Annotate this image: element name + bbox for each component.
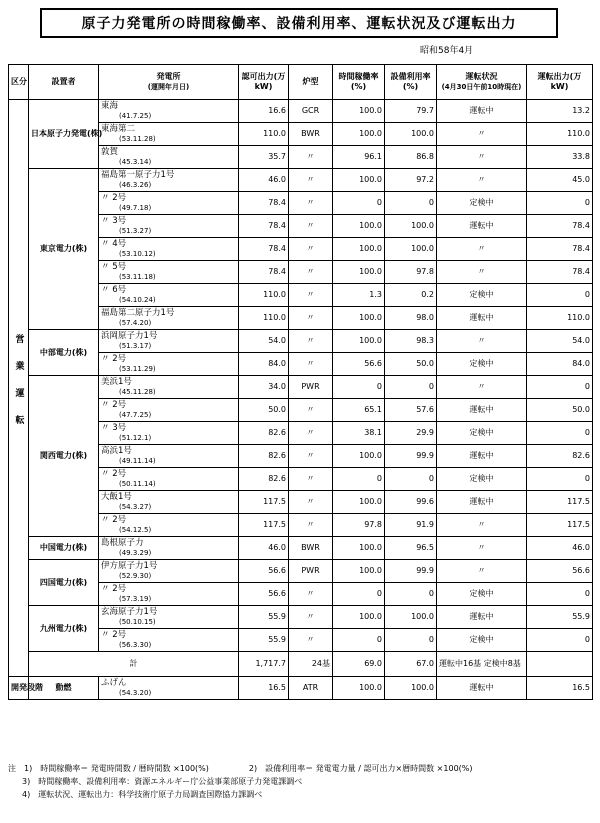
reactor-cell: BWR	[289, 123, 333, 146]
output-cell: 46.0	[527, 537, 593, 560]
station-cell	[99, 261, 239, 284]
capacity-cell: 110.0	[239, 307, 289, 330]
util-rate-cell: 97.8	[385, 261, 437, 284]
time-rate-cell: 100.0	[333, 261, 385, 284]
reactor-cell: 〃	[289, 307, 333, 330]
capacity-cell: 84.0	[239, 353, 289, 376]
station-name: 〃 2号	[101, 193, 127, 203]
reactor-cell: 〃	[289, 491, 333, 514]
util-rate-cell: 0	[385, 192, 437, 215]
capacity-cell: 46.0	[239, 537, 289, 560]
time-rate-cell: 100.0	[333, 677, 385, 700]
table-row	[9, 376, 593, 399]
reactor-cell: 〃	[289, 284, 333, 307]
station-date: (57.3.19)	[119, 595, 152, 603]
station-cell	[99, 146, 239, 169]
total-util-rate: 67.0	[385, 652, 437, 677]
station-name: 美浜1号	[101, 377, 132, 387]
station-cell	[99, 238, 239, 261]
output-cell: 110.0	[527, 123, 593, 146]
status-cell: 〃	[437, 123, 527, 146]
output-cell: 84.0	[527, 353, 593, 376]
reactor-cell: 〃	[289, 215, 333, 238]
station-name: 東海	[101, 101, 119, 111]
station-name: 〃 2号	[101, 469, 127, 479]
capacity-cell: 78.4	[239, 192, 289, 215]
capacity-cell: 16.5	[239, 677, 289, 700]
time-rate-cell: 100.0	[333, 215, 385, 238]
time-rate-cell: 0	[333, 468, 385, 491]
total-status: 運転中16基 定検中8基	[437, 652, 527, 677]
station-name: 伊方原子力1号	[101, 561, 158, 571]
operator-cell: 中国電力(株)	[29, 537, 99, 560]
table-body	[9, 100, 593, 700]
reactor-cell: 〃	[289, 629, 333, 652]
station-cell	[99, 560, 239, 583]
output-cell: 0	[527, 583, 593, 606]
capacity-cell: 82.6	[239, 422, 289, 445]
capacity-cell: 50.0	[239, 399, 289, 422]
time-rate-cell: 65.1	[333, 399, 385, 422]
output-cell: 0	[527, 422, 593, 445]
header-output: 運転出力(万kW)	[527, 65, 593, 100]
time-rate-cell: 0	[333, 583, 385, 606]
output-cell: 0	[527, 629, 593, 652]
time-rate-cell: 100.0	[333, 238, 385, 261]
output-cell: 45.0	[527, 169, 593, 192]
station-date: (49.7.18)	[119, 204, 152, 212]
output-cell: 117.5	[527, 514, 593, 537]
station-name: 玄海原子力1号	[101, 607, 158, 617]
time-rate-cell: 100.0	[333, 169, 385, 192]
header-time-rate: 時間稼働率(%)	[333, 65, 385, 100]
status-cell: 〃	[437, 514, 527, 537]
capacity-cell: 34.0	[239, 376, 289, 399]
station-name: 〃 4号	[101, 239, 127, 249]
status-cell: 定検中	[437, 353, 527, 376]
station-name: 浜岡原子力1号	[101, 331, 158, 341]
table-row	[9, 537, 593, 560]
capacity-cell: 55.9	[239, 629, 289, 652]
status-cell: 運転中	[437, 491, 527, 514]
capacity-cell: 56.6	[239, 560, 289, 583]
capacity-cell: 55.9	[239, 606, 289, 629]
station-date: (51.3.17)	[119, 342, 152, 350]
station-cell	[99, 307, 239, 330]
reactor-cell: 〃	[289, 514, 333, 537]
note-3: 3) 時間稼働率、設備利用率：資源エネルギー庁公益事業部原子力発電課調べ	[22, 777, 303, 786]
util-rate-cell: 0	[385, 376, 437, 399]
status-cell: 〃	[437, 146, 527, 169]
note-4: 4) 運転状況、運転出力：科学技術庁原子力局調査国際協力課調べ	[22, 790, 263, 799]
station-date: (46.3.26)	[119, 181, 152, 189]
station-date: (53.11.28)	[119, 135, 156, 143]
output-cell: 33.8	[527, 146, 593, 169]
table-header-row	[9, 65, 593, 100]
reactor-cell: ATR	[289, 677, 333, 700]
status-cell: 〃	[437, 376, 527, 399]
reactor-cell: 〃	[289, 192, 333, 215]
time-rate-cell: 1.3	[333, 284, 385, 307]
category-dev: 開発段階	[9, 677, 29, 700]
header-capacity: 認可出力(万kW)	[239, 65, 289, 100]
output-cell: 117.5	[527, 491, 593, 514]
table-row	[9, 100, 593, 123]
util-rate-cell: 0.2	[385, 284, 437, 307]
util-rate-cell: 98.3	[385, 330, 437, 353]
station-name: 福島第一原子力1号	[101, 170, 175, 180]
station-date: (41.7.25)	[119, 112, 152, 120]
station-date: (51.3.27)	[119, 227, 152, 235]
output-cell: 78.4	[527, 261, 593, 284]
reactor-cell: 〃	[289, 468, 333, 491]
util-rate-cell: 100.0	[385, 215, 437, 238]
time-rate-cell: 100.0	[333, 100, 385, 123]
capacity-cell: 78.4	[239, 261, 289, 284]
table-row	[9, 560, 593, 583]
util-rate-cell: 91.9	[385, 514, 437, 537]
reactor-cell: 〃	[289, 399, 333, 422]
station-cell	[99, 169, 239, 192]
status-cell: 運転中	[437, 307, 527, 330]
total-label: 計	[29, 652, 239, 677]
station-cell	[99, 330, 239, 353]
time-rate-cell: 100.0	[333, 560, 385, 583]
status-cell: 運転中	[437, 215, 527, 238]
station-cell	[99, 192, 239, 215]
total-units: 24基	[289, 652, 333, 677]
output-cell: 56.6	[527, 560, 593, 583]
table-row	[9, 330, 593, 353]
status-cell: 運転中	[437, 677, 527, 700]
station-name: 〃 2号	[101, 584, 127, 594]
output-cell: 55.9	[527, 606, 593, 629]
status-cell: 定検中	[437, 192, 527, 215]
util-rate-cell: 100.0	[385, 238, 437, 261]
reactor-cell: 〃	[289, 353, 333, 376]
station-cell	[99, 100, 239, 123]
station-name: 〃 2号	[101, 400, 127, 410]
station-cell	[99, 468, 239, 491]
output-cell: 0	[527, 468, 593, 491]
util-rate-cell: 99.9	[385, 560, 437, 583]
station-name: 島根原子力	[101, 538, 144, 548]
header-util-rate: 設備利用率(%)	[385, 65, 437, 100]
time-rate-cell: 100.0	[333, 491, 385, 514]
station-date: (54.3.27)	[119, 503, 152, 511]
station-date: (53.11.18)	[119, 273, 156, 281]
util-rate-cell: 29.9	[385, 422, 437, 445]
status-cell: 運転中	[437, 606, 527, 629]
status-cell: 運転中	[437, 445, 527, 468]
status-cell: 定検中	[437, 629, 527, 652]
status-cell: 定検中	[437, 583, 527, 606]
document-title: 原子力発電所の時間稼働率、設備利用率、運転状況及び運転出力	[40, 8, 558, 38]
capacity-cell: 110.0	[239, 284, 289, 307]
status-cell: 〃	[437, 238, 527, 261]
util-rate-cell: 100.0	[385, 677, 437, 700]
operator-cell: 中部電力(株)	[29, 330, 99, 376]
status-cell: 運転中	[437, 399, 527, 422]
station-cell	[99, 677, 239, 700]
reactor-cell: PWR	[289, 560, 333, 583]
util-rate-cell: 99.9	[385, 445, 437, 468]
time-rate-cell: 100.0	[333, 606, 385, 629]
time-rate-cell: 100.0	[333, 123, 385, 146]
output-cell: 0	[527, 376, 593, 399]
station-cell	[99, 537, 239, 560]
capacity-cell: 46.0	[239, 169, 289, 192]
operator-cell: 日本原子力発電(株)	[29, 100, 99, 169]
station-name: 〃 3号	[101, 216, 127, 226]
time-rate-cell: 0	[333, 629, 385, 652]
util-rate-cell: 100.0	[385, 123, 437, 146]
station-date: (49.11.14)	[119, 457, 156, 465]
time-rate-cell: 100.0	[333, 537, 385, 560]
reactor-cell: GCR	[289, 100, 333, 123]
util-rate-cell: 57.6	[385, 399, 437, 422]
capacity-cell: 56.6	[239, 583, 289, 606]
operator-cell: 関西電力(株)	[29, 376, 99, 537]
status-cell: 〃	[437, 261, 527, 284]
reactor-cell: PWR	[289, 376, 333, 399]
reactor-cell: 〃	[289, 238, 333, 261]
total-time-rate: 69.0	[333, 652, 385, 677]
footnotes	[8, 762, 592, 801]
header-station: 発電所 (運開年月日)	[99, 65, 239, 100]
util-rate-cell: 50.0	[385, 353, 437, 376]
time-rate-cell: 56.6	[333, 353, 385, 376]
header-status: 運転状況 (4月30日午前10時現在)	[437, 65, 527, 100]
output-cell: 0	[527, 284, 593, 307]
capacity-cell: 110.0	[239, 123, 289, 146]
station-cell	[99, 445, 239, 468]
time-rate-cell: 100.0	[333, 307, 385, 330]
total-row	[9, 652, 593, 677]
status-cell: 〃	[437, 560, 527, 583]
category-commercial: 営業運転	[9, 100, 29, 677]
time-rate-cell: 100.0	[333, 445, 385, 468]
output-cell: 78.4	[527, 238, 593, 261]
status-cell: 〃	[437, 330, 527, 353]
status-cell: 〃	[437, 169, 527, 192]
reactor-cell: BWR	[289, 537, 333, 560]
station-date: (50.10.15)	[119, 618, 156, 626]
status-cell: 定検中	[437, 284, 527, 307]
station-name: 〃 2号	[101, 630, 127, 640]
station-date: (54.10.24)	[119, 296, 156, 304]
total-capacity: 1,717.7	[239, 652, 289, 677]
station-name: 東海第二	[101, 124, 136, 134]
util-rate-cell: 0	[385, 583, 437, 606]
util-rate-cell: 100.0	[385, 606, 437, 629]
table-row	[9, 169, 593, 192]
status-cell: 運転中	[437, 100, 527, 123]
capacity-cell: 35.7	[239, 146, 289, 169]
output-cell: 0	[527, 192, 593, 215]
operator-cell: 四国電力(株)	[29, 560, 99, 606]
reactor-cell: 〃	[289, 261, 333, 284]
capacity-cell: 82.6	[239, 445, 289, 468]
time-rate-cell: 96.1	[333, 146, 385, 169]
time-rate-cell: 97.8	[333, 514, 385, 537]
util-rate-cell: 98.0	[385, 307, 437, 330]
station-name: 〃 2号	[101, 354, 127, 364]
station-date: (53.11.29)	[119, 365, 156, 373]
station-cell	[99, 491, 239, 514]
output-cell: 50.0	[527, 399, 593, 422]
time-rate-cell: 100.0	[333, 330, 385, 353]
operator-cell: 東京電力(株)	[29, 169, 99, 330]
station-name: ふげん	[101, 678, 127, 688]
station-cell	[99, 422, 239, 445]
time-rate-cell: 0	[333, 192, 385, 215]
reactor-cell: 〃	[289, 169, 333, 192]
note-1: 注 1) 時間稼働率＝ 発電時間数 / 暦時間数 ×100(%) 2) 設備利用率＝ 発電電力量 / 認可出力×暦時間数 ×100(%)	[8, 764, 473, 773]
dev-row	[9, 677, 593, 700]
capacity-cell: 117.5	[239, 491, 289, 514]
station-cell	[99, 514, 239, 537]
reactor-cell: 〃	[289, 146, 333, 169]
station-name: 〃 5号	[101, 262, 127, 272]
station-date: (53.10.12)	[119, 250, 156, 258]
output-cell: 82.6	[527, 445, 593, 468]
header-category: 区分	[9, 65, 29, 100]
station-date: (47.7.25)	[119, 411, 152, 419]
station-date: (54.12.5)	[119, 526, 152, 534]
station-cell	[99, 123, 239, 146]
station-cell	[99, 376, 239, 399]
station-date: (45.3.14)	[119, 158, 152, 166]
station-cell	[99, 629, 239, 652]
time-rate-cell: 0	[333, 376, 385, 399]
station-name: 〃 6号	[101, 285, 127, 295]
header-operator: 設置者	[29, 65, 99, 100]
reactor-cell: 〃	[289, 445, 333, 468]
output-cell: 13.2	[527, 100, 593, 123]
reactor-cell: 〃	[289, 606, 333, 629]
capacity-cell: 16.6	[239, 100, 289, 123]
operator-cell: 九州電力(株)	[29, 606, 99, 652]
capacity-cell: 78.4	[239, 238, 289, 261]
header-reactor: 炉型	[289, 65, 333, 100]
station-cell	[99, 399, 239, 422]
station-cell	[99, 353, 239, 376]
station-name: 高浜1号	[101, 446, 132, 456]
station-name: 福島第二原子力1号	[101, 308, 175, 318]
util-rate-cell: 0	[385, 468, 437, 491]
station-name: 〃 3号	[101, 423, 127, 433]
plant-table	[8, 64, 593, 700]
station-cell	[99, 284, 239, 307]
station-date: (52.9.30)	[119, 572, 152, 580]
capacity-cell: 82.6	[239, 468, 289, 491]
capacity-cell: 78.4	[239, 215, 289, 238]
reactor-cell: 〃	[289, 583, 333, 606]
document-date: 昭和58年4月	[420, 46, 474, 56]
status-cell: 定検中	[437, 468, 527, 491]
station-name: 敦賀	[101, 147, 119, 157]
output-cell: 16.5	[527, 677, 593, 700]
operator-dev: 動燃	[29, 677, 99, 700]
station-name: 〃 2号	[101, 515, 127, 525]
station-date: (50.11.14)	[119, 480, 156, 488]
station-date: (49.3.29)	[119, 549, 152, 557]
station-date: (57.4.20)	[119, 319, 152, 327]
table-row	[9, 606, 593, 629]
station-cell	[99, 606, 239, 629]
status-cell: 定検中	[437, 422, 527, 445]
output-cell: 110.0	[527, 307, 593, 330]
station-date: (51.12.1)	[119, 434, 152, 442]
util-rate-cell: 79.7	[385, 100, 437, 123]
total-output	[527, 652, 593, 677]
capacity-cell: 117.5	[239, 514, 289, 537]
util-rate-cell: 97.2	[385, 169, 437, 192]
time-rate-cell: 38.1	[333, 422, 385, 445]
status-cell: 〃	[437, 537, 527, 560]
reactor-cell: 〃	[289, 422, 333, 445]
util-rate-cell: 0	[385, 629, 437, 652]
station-date: (54.3.20)	[119, 689, 152, 697]
station-date: (45.11.28)	[119, 388, 156, 396]
util-rate-cell: 99.6	[385, 491, 437, 514]
station-name: 大飯1号	[101, 492, 132, 502]
util-rate-cell: 96.5	[385, 537, 437, 560]
station-date: (56.3.30)	[119, 641, 152, 649]
station-cell	[99, 215, 239, 238]
output-cell: 54.0	[527, 330, 593, 353]
util-rate-cell: 86.8	[385, 146, 437, 169]
reactor-cell: 〃	[289, 330, 333, 353]
station-cell	[99, 583, 239, 606]
capacity-cell: 54.0	[239, 330, 289, 353]
output-cell: 78.4	[527, 215, 593, 238]
